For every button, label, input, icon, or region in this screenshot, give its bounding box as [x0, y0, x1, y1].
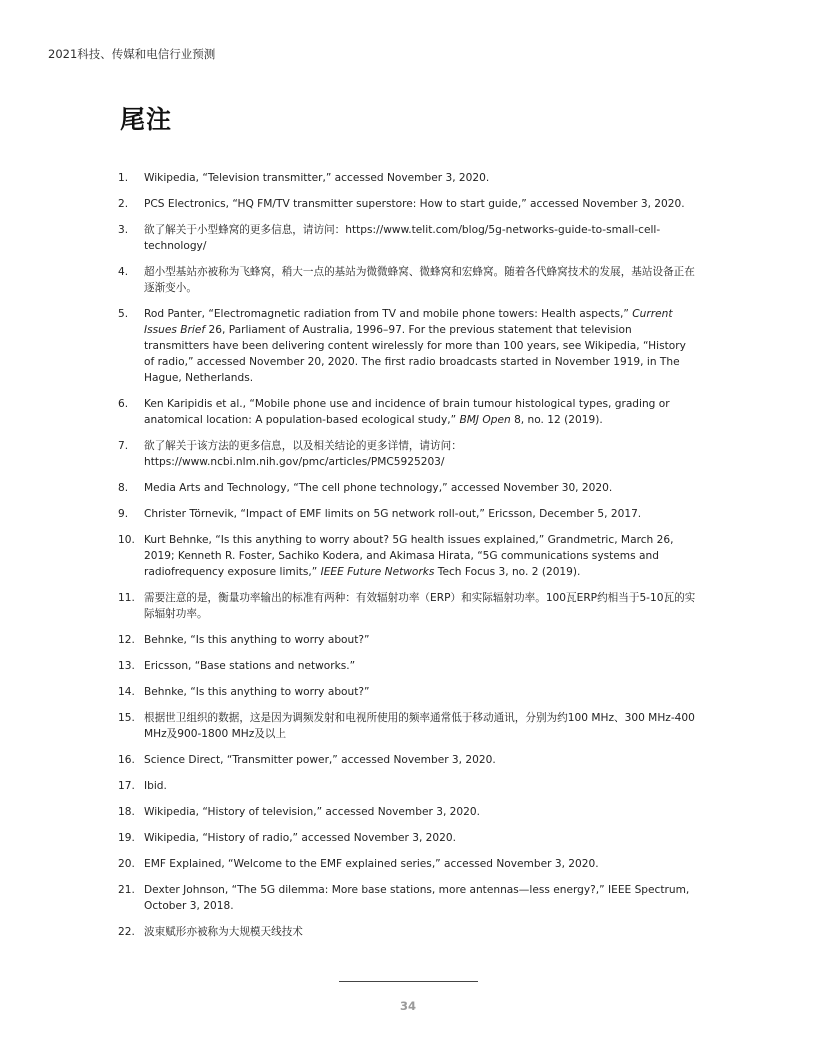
endnote-item: [118, 830, 698, 846]
endnote-text: [144, 590, 698, 622]
endnote-item: [118, 222, 698, 254]
endnote-text: [144, 830, 698, 846]
endnote-italic-segment: IEEE Future Networks: [320, 566, 435, 578]
endnote-number: 8.: [118, 482, 129, 494]
endnote-item: [118, 590, 698, 622]
endnote-text: [144, 222, 698, 254]
endnote-segment: Tech Focus 3, no. 2 (2019).: [434, 566, 581, 578]
endnote-number: 13.: [118, 660, 135, 672]
endnote-text: [144, 532, 698, 580]
endnote-text: [144, 196, 698, 212]
endnote-text: [144, 684, 698, 700]
endnote-item: [118, 306, 698, 386]
endnote-segment: 8, no. 12 (2019).: [510, 414, 603, 426]
endnote-text: [144, 438, 698, 470]
endnote-segment: Ibid.: [144, 780, 167, 792]
endnote-item: [118, 532, 698, 580]
endnote-number: 18.: [118, 806, 135, 818]
endnote-number: 4.: [118, 266, 129, 278]
endnote-text: [144, 306, 698, 386]
page-number: 34: [399, 999, 416, 1013]
endnote-text: [144, 480, 698, 496]
endnote-number: 6.: [118, 398, 129, 410]
endnote-segment: Wikipedia, “History of radio,” accessed November 3, 2020.: [144, 832, 457, 844]
endnote-italic-segment: BMJ Open: [459, 414, 511, 426]
endnote-text: [144, 710, 698, 742]
endnote-number: 22.: [118, 926, 135, 938]
endnote-segment: PCS Electronics, “HQ FM/TV transmitter superstore: How to start guide,” accessed November 3, 2020.: [144, 198, 685, 210]
endnote-item: [118, 632, 698, 648]
endnote-segment: 根据世卫组织的数据，这是因为调频发射和电视所使用的频率通常低于移动通讯，分别为约100 MHz、300 MHz-400 MHz及900-1800 MHz及以上: [144, 712, 695, 740]
endnote-segment: Christer Törnevik, “Impact of EMF limits on 5G network roll-out,” Ericsson, December 5, 2017.: [144, 508, 642, 520]
endnote-segment: 欲了解关于小型蜂窝的更多信息，请访问：https://www.telit.com/blog/5g-networks-guide-to-small-cell-technology/: [144, 224, 661, 252]
endnote-item: [118, 882, 698, 914]
endnote-segment: EMF Explained, “Welcome to the EMF explained series,” accessed November 3, 2020.: [144, 858, 599, 870]
endnote-italic-segment: Current Issues Brief: [144, 308, 673, 336]
endnote-segment: Rod Panter, “Electromagnetic radiation from TV and mobile phone towers: Health aspects,”: [144, 308, 633, 320]
endnote-number: 12.: [118, 634, 135, 646]
endnote-segment: Ericsson, “Base stations and networks.”: [144, 660, 356, 672]
page-title: 尾注: [120, 105, 173, 134]
running-header: 2021科技、传媒和电信行业预测: [48, 47, 216, 61]
endnote-item: [118, 506, 698, 522]
endnote-item: [118, 480, 698, 496]
endnote-text: [144, 658, 698, 674]
endnote-number: 21.: [118, 884, 135, 896]
endnote-segment: 波束赋形亦被称为大规模天线技术: [144, 926, 303, 938]
endnote-text: [144, 804, 698, 820]
endnote-segment: Ken Karipidis et al., “Mobile phone use and incidence of brain tumour histological types, grading or anatomical location: A population-based ecological study,”: [144, 398, 670, 426]
endnote-number: 5.: [118, 308, 129, 320]
endnote-item: [118, 710, 698, 742]
endnote-item: [118, 438, 698, 470]
endnote-text: [144, 396, 698, 428]
endnote-text: [144, 632, 698, 648]
endnote-text: [144, 506, 698, 522]
endnote-number: 7.: [118, 440, 129, 452]
endnote-number: 1.: [118, 172, 129, 184]
endnote-number: 11.: [118, 592, 135, 604]
endnote-item: [118, 856, 698, 872]
endnote-item: [118, 684, 698, 700]
endnote-number: 2.: [118, 198, 129, 210]
endnote-number: 19.: [118, 832, 135, 844]
endnote-item: [118, 804, 698, 820]
endnote-number: 16.: [118, 754, 135, 766]
endnotes-list: [118, 170, 698, 950]
endnote-segment: Wikipedia, “Television transmitter,” accessed November 3, 2020.: [144, 172, 490, 184]
endnote-number: 14.: [118, 686, 135, 698]
endnote-text: [144, 752, 698, 768]
endnote-number: 10.: [118, 534, 135, 546]
endnote-segment: Kurt Behnke, “Is this anything to worry about? 5G health issues explained,” Grandmetric, March 26, 2019; Kenneth R. Foster, Sachiko Kodera, and Akimasa Hirata, “5G communications systems and radiofrequency exposure limits,”: [144, 534, 674, 578]
endnote-text: [144, 778, 698, 794]
endnote-segment: 26, Parliament of Australia, 1996–97. For the previous statement that television transmitters have been delivering content wirelessly for more than 100 years, see Wikipedia, “History of radio,” accessed November 20, 2020. The first radio broadcasts started in November 1919, in The Hague, Netherlands.: [144, 324, 686, 384]
endnote-item: [118, 778, 698, 794]
endnote-text: [144, 264, 698, 296]
endnote-number: 15.: [118, 712, 135, 724]
endnote-segment: Media Arts and Technology, “The cell phone technology,” accessed November 30, 2020.: [144, 482, 613, 494]
endnote-text: [144, 924, 698, 940]
endnote-segment: 欲了解关于该方法的更多信息，以及相关结论的更多详情，请访问：https://www.ncbi.nlm.nih.gov/pmc/articles/PMC5925203/: [144, 440, 462, 468]
endnote-text: [144, 170, 698, 186]
endnote-item: [118, 170, 698, 186]
endnote-item: [118, 752, 698, 768]
endnote-segment: Behnke, “Is this anything to worry about?”: [144, 686, 370, 698]
endnote-number: 20.: [118, 858, 135, 870]
endnote-item: [118, 264, 698, 296]
endnote-segment: Wikipedia, “History of television,” accessed November 3, 2020.: [144, 806, 481, 818]
endnote-text: [144, 882, 698, 914]
endnote-text: [144, 856, 698, 872]
endnote-segment: 需要注意的是，衡量功率输出的标准有两种：有效辐射功率（ERP）和实际辐射功率。100瓦ERP约相当于5-10瓦的实际辐射功率。: [144, 592, 696, 620]
endnote-segment: Science Direct, “Transmitter power,” accessed November 3, 2020.: [144, 754, 496, 766]
endnote-segment: Behnke, “Is this anything to worry about?”: [144, 634, 370, 646]
endnote-number: 17.: [118, 780, 135, 792]
endnote-item: [118, 196, 698, 212]
footer-divider: [339, 981, 478, 982]
endnote-number: 3.: [118, 224, 129, 236]
endnote-segment: 超小型基站亦被称为飞蜂窝，稍大一点的基站为微微蜂窝、微蜂窝和宏蜂窝。随着各代蜂窝技术的发展，基站设备正在逐渐变小。: [144, 266, 695, 294]
endnote-item: [118, 658, 698, 674]
endnote-item: [118, 396, 698, 428]
endnote-segment: Dexter Johnson, “The 5G dilemma: More base stations, more antennas—less energy?,” IEEE Spectrum, October 3, 2018.: [144, 884, 690, 912]
endnote-number: 9.: [118, 508, 129, 520]
endnote-item: [118, 924, 698, 940]
